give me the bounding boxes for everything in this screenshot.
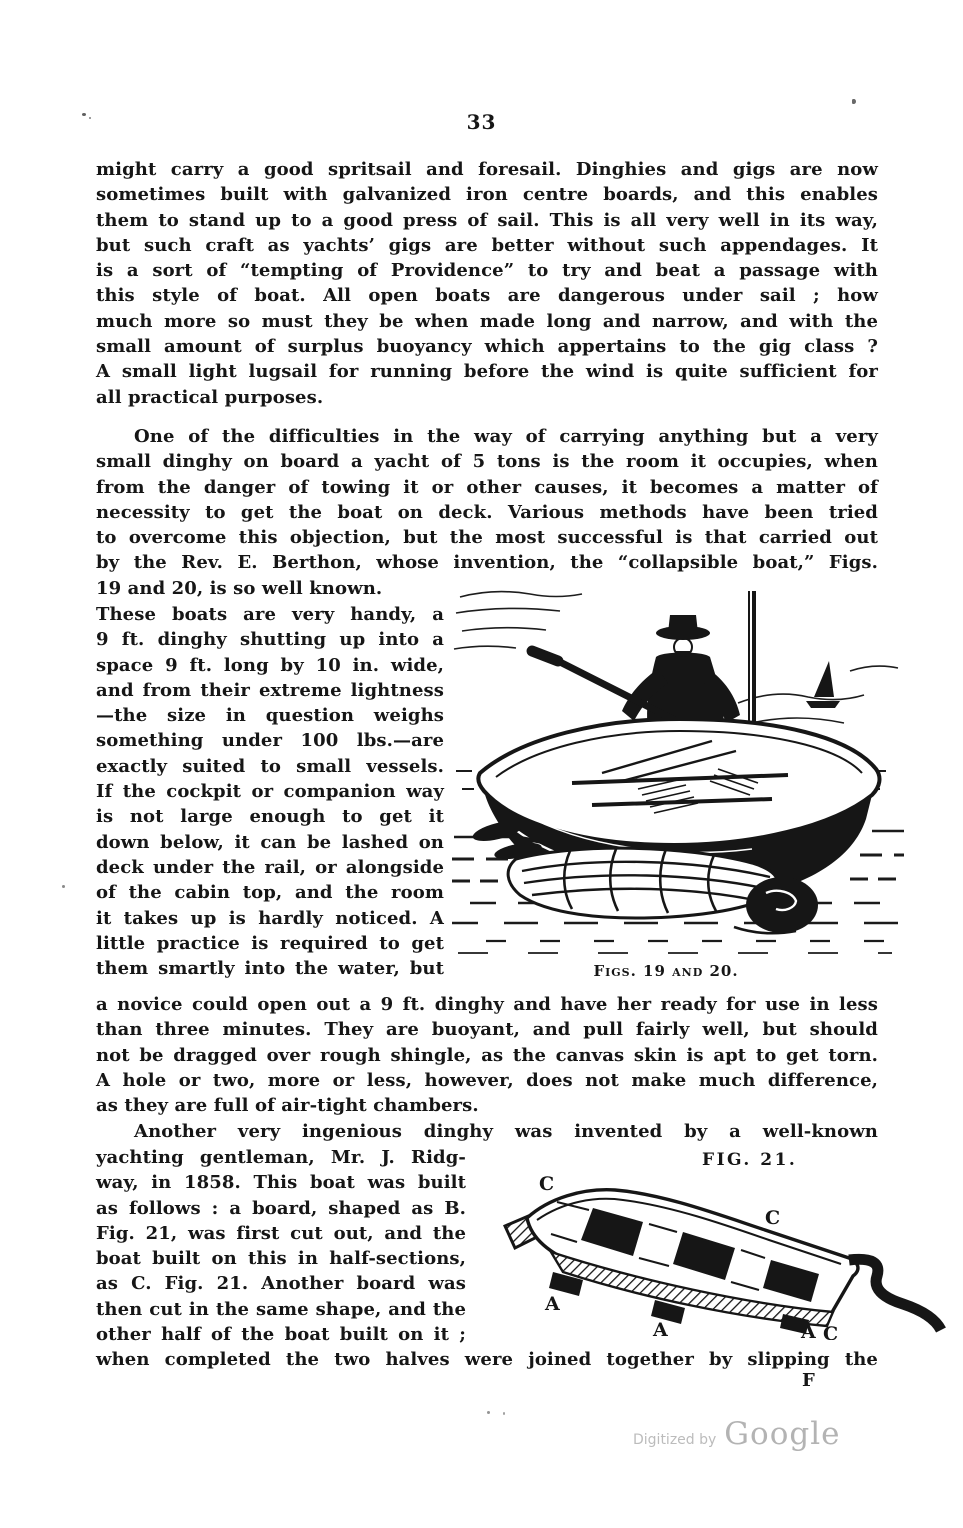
text-line: other half of the boat built on it ; (96, 1324, 466, 1346)
text-line: sometimes built with galvanized iron centre boards, and this enables (96, 184, 878, 206)
page-number: 33 (466, 110, 497, 134)
scan-speck (89, 117, 91, 119)
text-line: as they are full of air-tight chambers. (96, 1095, 479, 1117)
text-line: space 9 ft. long by 10 in. wide, (96, 654, 444, 676)
text-line: little practice is required to get (96, 932, 444, 954)
wrapped-column-2 (96, 1145, 466, 1347)
watermark-prefix: Digitized by (633, 1432, 717, 1448)
google-logo: Google (724, 1416, 841, 1452)
text-line: but such craft as yachts’ gigs are better without such appendages. It (96, 234, 878, 256)
text-line: One of the difficulties in the way of carrying anything but a very (134, 426, 878, 447)
text-line: than three minutes. They are buoyant, and pull fairly well, but should (96, 1019, 878, 1041)
scan-speck (82, 113, 86, 116)
text-line: way, in 1858. This boat was built (96, 1172, 466, 1194)
label-a-left: A (545, 1293, 560, 1315)
text-line: If the cockpit or companion way (96, 781, 444, 803)
label-c-mid: C (765, 1207, 781, 1229)
paragraph-3-last-line (96, 1347, 878, 1372)
figure-caption: Figs. 19 and 20. (593, 962, 739, 980)
text-line: all practical purposes. (96, 386, 324, 408)
text-line: These boats are very handy, a (96, 604, 444, 625)
text-line: them smartly into the water, but (96, 958, 444, 980)
text-line: as follows : a board, shaped as B. (96, 1197, 466, 1219)
text-line: deck under the rail, or alongside (96, 856, 444, 878)
text-line: down below, it can be lashed on (96, 831, 444, 853)
text-line: necessity to get the boat on deck. Various methods have been tried (96, 501, 878, 523)
text-line: Another very ingenious dinghy was invented by a well-known (134, 1121, 878, 1142)
label-c-right: C (823, 1323, 839, 1340)
paragraph-2-continued (96, 992, 878, 1118)
paragraph-3-first-line (96, 1119, 878, 1144)
text-line: is not large enough to get it (96, 806, 444, 828)
scan-speck (852, 99, 856, 104)
text-line: might carry a good spritsail and foresail. Dinghies and gigs are now (96, 159, 878, 180)
text-line: not be dragged over rough shingle, as the canvas skin is apt to get torn. (96, 1044, 878, 1066)
text-line: when completed the two halves were joined together by slipping the (96, 1349, 878, 1370)
scan-speck (487, 1411, 490, 1414)
text-line: a novice could open out a 9 ft. dinghy and have her ready for use in less (96, 994, 878, 1015)
text-line: small dinghy on board a yacht of 5 tons is the room it occupies, when (96, 451, 878, 473)
scan-speck (62, 885, 65, 888)
text-line: boat built on this in half-sections, (96, 1248, 466, 1270)
catchword: F (802, 1370, 815, 1391)
collapsible-boat-engraving (452, 575, 906, 957)
text-line: A hole or two, more or less, however, does not make much difference, (96, 1069, 878, 1091)
text-line: and from their extreme lightness (96, 679, 444, 701)
text-line: from the danger of towing it or other causes, it becomes a matter of (96, 476, 878, 498)
ridgway-boat-diagram (497, 1168, 961, 1340)
label-a-right: A (801, 1321, 816, 1340)
figure-21 (497, 1150, 961, 1342)
text-line: to overcome this objection, but the most successful is that carried out (96, 527, 878, 549)
text-line: 19 and 20, is so well known. (96, 577, 383, 599)
text-line: small amount of surplus buoyancy which appertains to the gig class ? (96, 336, 878, 358)
text-line: this style of boat. All open boats are dangerous under sail ; how (96, 285, 878, 307)
paragraph-1 (96, 157, 878, 410)
scan-speck (503, 1412, 505, 1415)
distant-sailboat (806, 661, 840, 708)
text-line: something under 100 lbs.—are (96, 730, 444, 752)
text-line: yachting gentleman, Mr. J. Ridg- (96, 1147, 466, 1168)
text-line: A small light lugsail for running before the wind is quite sufficient for (96, 361, 878, 383)
label-a-mid: A (653, 1319, 668, 1340)
text-line: exactly suited to small vessels. (96, 755, 444, 777)
text-line: 9 ft. dinghy shutting up into a (96, 629, 444, 651)
text-line: as C. Fig. 21. Another board was (96, 1273, 466, 1295)
figure-19-20 (452, 575, 906, 980)
text-line: Fig. 21, was first cut out, and the (96, 1222, 466, 1244)
stern-board (849, 1259, 941, 1330)
text-line: —the size in question weighs (96, 705, 444, 727)
text-line: then cut in the same shape, and the (96, 1298, 466, 1320)
label-c-top: C (539, 1173, 555, 1195)
watermark (633, 1416, 841, 1452)
text-line: much more so must they be when made long and narrow, and with the (96, 310, 878, 332)
text-line: them to stand up to a good press of sail. This is all very well in its way, (96, 209, 878, 231)
text-line: by the Rev. E. Berthon, whose invention, the “collapsible boat,” Figs. (96, 552, 878, 574)
wrapped-column-1 (96, 602, 444, 981)
figure-21-label: FIG. 21. (702, 1150, 798, 1170)
text-line: it takes up is hardly noticed. A (96, 907, 444, 929)
text-line: of the cabin top, and the room (96, 882, 444, 904)
text-line: is a sort of “tempting of Providence” to try and beat a passage with (96, 260, 878, 282)
